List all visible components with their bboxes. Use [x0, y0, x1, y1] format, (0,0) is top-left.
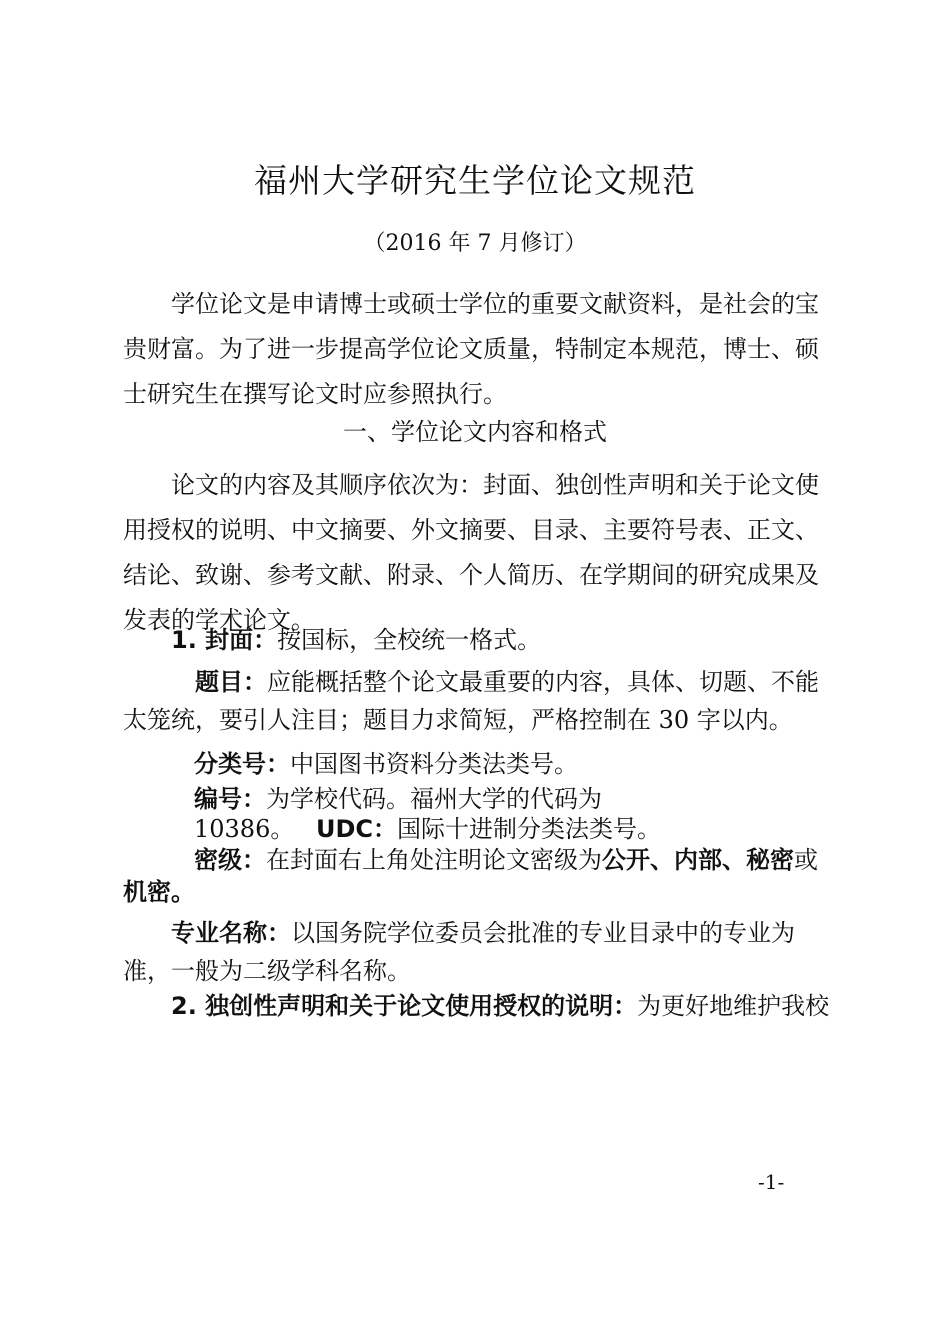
major-item — [123, 914, 835, 990]
secrecy-level-confidential: 机密。 — [123, 878, 195, 906]
topic-text: 应能概括整个论文最重要的内容，具体、切题、不能太笼统，要引人注目；题目力求简短，严格控制在 30 字以内。 — [123, 668, 819, 734]
udc-label: UDC： — [316, 815, 398, 843]
classification-text: 中国图书资料分类法类号。 — [290, 750, 578, 778]
major-label: 专业名称： — [171, 919, 291, 947]
declaration-item — [171, 990, 829, 1022]
secrecy-level-internal: 内部 — [674, 846, 722, 874]
secrecy-item-cont — [123, 876, 195, 908]
declaration-label: 2. 独创性声明和关于论文使用授权的说明： — [171, 992, 638, 1020]
topic-label: 题目： — [195, 668, 267, 696]
udc-text: 国际十进制分类法类号。 — [397, 815, 662, 843]
classification-label: 分类号： — [194, 750, 290, 778]
udc-item — [194, 813, 661, 845]
school-code: 10386。 — [194, 815, 295, 843]
number-label: 编号： — [194, 785, 266, 813]
secrecy-or: 或 — [794, 846, 818, 874]
topic-item — [123, 663, 835, 739]
section-heading: 一、学位论文内容和格式 — [343, 418, 607, 446]
secrecy-separator: 、 — [650, 846, 674, 874]
classification-item — [194, 748, 578, 780]
page-number: -1- — [758, 1170, 785, 1194]
cover-text: 按国标，全校统一格式。 — [277, 626, 542, 654]
secrecy-level-secret: 秘密 — [746, 846, 794, 874]
contents-paragraph: 论文的内容及其顺序依次为：封面、独创性声明和关于论文使用授权的说明、中文摘要、外文摘要、目录、主要符号表、正文、结论、致谢、参考文献、附录、个人简历、在学期间的研究成果及发表的学术论文。 — [123, 471, 819, 634]
secrecy-level-public: 公开 — [602, 846, 650, 874]
secrecy-text: 在封面右上角处注明论文密级为 — [266, 846, 602, 874]
number-item — [194, 783, 602, 815]
major-text: 以国务院学位委员会批准的专业目录中的专业为准，一般为二级学科名称。 — [123, 919, 795, 985]
number-text: 为学校代码。福州大学的代码为 — [266, 785, 602, 813]
cover-item — [171, 624, 541, 656]
secrecy-item — [194, 844, 818, 876]
intro-paragraph: 学位论文是申请博士或硕士学位的重要文献资料，是社会的宝贵财富。为了进一步提高学位论文质量，特制定本规范，博士、硕士研究生在撰写论文时应参照执行。 — [123, 290, 819, 408]
secrecy-separator: 、 — [722, 846, 746, 874]
revision-date: （2016 年 7 月修订） — [363, 231, 587, 256]
cover-label: 1. 封面： — [171, 626, 278, 654]
declaration-text: 为更好地维护我校 — [637, 992, 830, 1020]
document-title: 福州大学研究生学位论文规范 — [254, 161, 696, 200]
secrecy-label: 密级： — [194, 846, 266, 874]
